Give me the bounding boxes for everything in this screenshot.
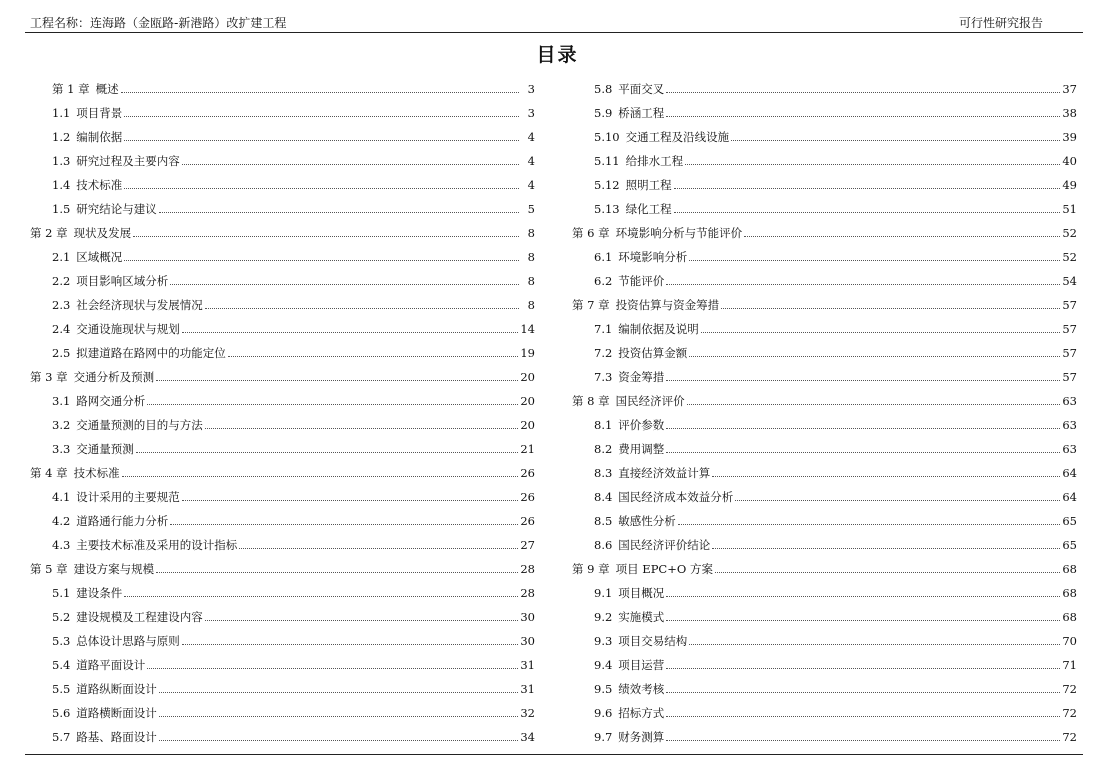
toc-entry-number: 9.7 [594,730,613,744]
toc-entry-title: 照明工程 [625,178,672,192]
toc-dot-leader [159,732,519,741]
toc-dot-leader [685,156,1060,165]
toc-entry-title: 编制依据 [76,130,123,144]
toc-dot-leader [156,564,518,573]
toc-section-entry[interactable] [30,701,535,725]
toc-page-number: 20 [520,370,535,384]
toc-entry-title: 交通工程及沿线设施 [625,130,730,144]
toc-dot-leader [182,156,519,165]
toc-section-entry[interactable] [30,389,535,413]
toc-section-entry[interactable] [572,461,1077,485]
toc-entry-title: 拟建道路在路网中的功能定位 [76,346,226,360]
toc-section-entry[interactable] [30,317,535,341]
toc-dot-leader [239,540,518,549]
toc-dot-leader [666,588,1060,597]
toc-dot-leader [124,132,519,141]
toc-page-number: 8 [527,298,535,312]
toc-entry-title: 研究结论与建议 [76,202,157,216]
toc-entry-title: 研究过程及主要内容 [76,154,180,168]
toc-section-entry[interactable] [30,605,535,629]
toc-dot-leader [666,612,1060,621]
toc-chapter-entry[interactable] [30,365,535,389]
toc-entry-number: 5.10 [594,130,620,144]
toc-entry-number: 4.1 [52,490,71,504]
toc-section-entry[interactable] [30,77,535,101]
toc-dot-leader [687,396,1061,405]
toc-section-entry[interactable] [30,149,535,173]
toc-entry-title: 道路通行能力分析 [76,514,169,528]
footer-divider [25,754,1083,755]
toc-entry-number: 8.6 [594,538,613,552]
toc-entry-title: 交通量预测 [76,442,134,456]
toc-page-number: 39 [1062,130,1077,144]
toc-entry-title: 技术标准 [73,466,120,480]
toc-section-entry[interactable] [572,365,1077,389]
toc-entry-title: 道路横断面设计 [76,706,157,720]
toc-entry-title: 投资估算与资金筹措 [615,298,720,312]
toc-dot-leader [674,204,1061,213]
toc-page-number: 21 [520,442,535,456]
toc-page-number: 52 [1062,226,1077,240]
toc-section-entry[interactable] [572,437,1077,461]
toc-dot-leader [205,420,519,429]
toc-entry-number: 7.2 [594,346,613,360]
toc-page-number: 5 [527,202,535,216]
toc-dot-leader [666,372,1060,381]
toc-dot-leader [147,660,518,669]
toc-entry-number: 5.3 [52,634,71,648]
toc-page-number: 28 [520,562,535,576]
toc-section-entry[interactable] [30,413,535,437]
toc-section-entry[interactable] [572,77,1077,101]
toc-page-number: 8 [527,274,535,288]
toc-page-number: 34 [520,730,535,744]
toc-section-entry[interactable] [572,197,1077,221]
toc-entry-title: 国民经济评价 [615,394,685,408]
toc-entry-title: 敏感性分析 [618,514,676,528]
toc-page-number: 20 [520,418,535,432]
toc-entry-number: 9.5 [594,682,613,696]
toc-entry-title: 交通分析及预测 [73,370,155,384]
toc-page-number: 63 [1062,442,1077,456]
toc-entry-title: 投资估算金额 [618,346,688,360]
toc-entry-number: 第 9 章 [572,562,610,576]
toc-entry-title: 设计采用的主要规范 [76,490,180,504]
toc-section-entry[interactable] [572,533,1077,557]
toc-entry-number: 6.2 [594,274,613,288]
toc-entry-title: 主要技术标准及采用的设计指标 [76,538,238,552]
toc-entry-number: 2.2 [52,274,71,288]
toc-page-number: 28 [520,586,535,600]
toc-dot-leader [205,300,519,309]
toc-page-number: 38 [1062,106,1077,120]
toc-dot-leader [136,444,519,453]
toc-dot-leader [124,588,518,597]
toc-section-entry[interactable] [30,293,535,317]
toc-section-entry[interactable] [30,197,535,221]
toc-section-entry[interactable] [572,581,1077,605]
toc-entry-title: 交通量预测的目的与方法 [76,418,203,432]
toc-page-number: 63 [1062,418,1077,432]
toc-entry-title: 社会经济现状与发展情况 [76,298,203,312]
toc-entry-number: 5.5 [52,682,71,696]
toc-entry-number: 9.2 [594,610,613,624]
toc-entry-title: 建设条件 [76,586,123,600]
toc-dot-leader [205,612,519,621]
toc-page-number: 8 [527,250,535,264]
toc-entry-number: 9.6 [594,706,613,720]
toc-page-number: 4 [527,154,535,168]
toc-section-entry[interactable] [30,437,535,461]
toc-entry-number: 5.12 [594,178,620,192]
toc-dot-leader [712,468,1060,477]
toc-entry-number: 5.6 [52,706,71,720]
toc-section-entry[interactable] [30,677,535,701]
toc-entry-title: 项目运营 [618,658,665,672]
toc-entry-number: 5.8 [594,82,613,96]
toc-entry-number: 第 6 章 [572,226,610,240]
toc-left-column [30,77,535,749]
toc-entry-number: 第 7 章 [572,298,610,312]
toc-page-number: 4 [527,178,535,192]
toc-entry-title: 路基、路面设计 [76,730,157,744]
toc-entry-number: 9.3 [594,634,613,648]
toc-entry-title: 评价参数 [618,418,665,432]
toc-entry-title: 实施模式 [618,610,665,624]
toc-entry-number: 8.3 [594,466,613,480]
toc-entry-title: 桥涵工程 [618,106,665,120]
toc-entry-number: 第 1 章 [52,82,90,96]
toc-dot-leader [715,564,1060,573]
toc-dot-leader [147,396,518,405]
toc-page-number: 54 [1062,274,1077,288]
toc-entry-title: 建设方案与规模 [73,562,155,576]
toc-page-number: 3 [527,82,535,96]
toc-entry-title: 财务测算 [618,730,665,744]
toc-chapter-entry[interactable] [30,221,535,245]
toc-dot-leader [689,252,1060,261]
toc-dot-leader [689,348,1060,357]
toc-entry-number: 8.5 [594,514,613,528]
toc-dot-leader [666,660,1060,669]
toc-chapter-entry[interactable] [572,389,1077,413]
toc-entry-number: 5.4 [52,658,71,672]
toc-entry-title: 费用调整 [618,442,665,456]
toc-page-number: 64 [1062,466,1077,480]
toc-entry-title: 编制依据及说明 [618,322,699,336]
toc-entry-number: 2.5 [52,346,71,360]
toc-page-number: 72 [1062,682,1077,696]
toc-page-number: 14 [520,322,535,336]
toc-page-number: 72 [1062,730,1077,744]
toc-entry-title: 招标方式 [618,706,665,720]
toc-entry-number: 1.5 [52,202,71,216]
toc-chapter-entry[interactable] [572,221,1077,245]
toc-dot-leader [122,468,519,477]
toc-entry-number: 5.9 [594,106,613,120]
toc-entry-title: 平面交叉 [618,82,665,96]
toc-section-entry[interactable] [30,653,535,677]
toc-entry-title: 国民经济成本效益分析 [618,490,734,504]
toc-entry-number: 5.1 [52,586,71,600]
toc-dot-leader [666,108,1060,117]
toc-entry-title: 节能评价 [618,274,665,288]
toc-page-number: 19 [520,346,535,360]
toc-dot-leader [666,684,1060,693]
toc-entry-title: 项目概况 [618,586,665,600]
toc-page-number: 72 [1062,706,1077,720]
toc-entry-number: 4.2 [52,514,71,528]
toc-chapter-entry[interactable] [572,293,1077,317]
toc-page-number: 20 [520,394,535,408]
toc-right-column [572,77,1077,749]
toc-section-entry[interactable] [572,653,1077,677]
toc-page-number: 26 [520,466,535,480]
toc-page-number: 49 [1062,178,1077,192]
toc-entry-title: 国民经济评价结论 [618,538,711,552]
toc-entry-title: 交通设施现状与规划 [76,322,180,336]
toc-page-number: 68 [1062,586,1077,600]
toc-dot-leader [666,420,1060,429]
toc-section-entry[interactable] [30,629,535,653]
toc-section-entry[interactable] [30,245,535,269]
toc-dot-leader [133,228,519,237]
toc-page-number: 31 [520,682,535,696]
toc-page-number: 26 [520,514,535,528]
toc-section-entry[interactable] [30,341,535,365]
toc-section-entry[interactable] [572,413,1077,437]
toc-dot-leader [124,252,519,261]
toc-entry-number: 8.2 [594,442,613,456]
toc-section-entry[interactable] [30,509,535,533]
toc-page-number: 31 [520,658,535,672]
toc-section-entry[interactable] [572,701,1077,725]
toc-section-entry[interactable] [30,725,535,749]
toc-entry-number: 第 8 章 [572,394,610,408]
toc-entry-title: 总体设计思路与原则 [76,634,180,648]
toc-entry-number: 1.2 [52,130,71,144]
toc-entry-number: 4.3 [52,538,71,552]
toc-dot-leader [735,492,1060,501]
toc-entry-number: 第 3 章 [30,370,68,384]
toc-dot-leader [182,492,519,501]
toc-section-entry[interactable] [30,269,535,293]
toc-entry-number: 3.3 [52,442,71,456]
toc-dot-leader [170,276,519,285]
toc-entry-number: 9.1 [594,586,613,600]
toc-dot-leader [182,636,519,645]
toc-page-number: 68 [1062,562,1077,576]
project-name: 工程名称：连海路（金瓯路-新港路）改扩建工程 [30,16,287,30]
toc-entry-title: 环境影响分析与节能评价 [615,226,743,240]
toc-dot-leader [744,228,1060,237]
toc-entry-title: 项目 EPC+O 方案 [615,562,713,576]
toc-entry-title: 路网交通分析 [76,394,146,408]
toc-section-entry[interactable] [572,269,1077,293]
toc-page-number: 57 [1062,322,1077,336]
toc-entry-title: 技术标准 [76,178,123,192]
toc-dot-leader [721,300,1060,309]
toc-page-number: 27 [520,538,535,552]
toc-section-entry[interactable] [572,605,1077,629]
toc-entry-number: 第 5 章 [30,562,68,576]
toc-page-number: 40 [1062,154,1077,168]
toc-dot-leader [666,276,1060,285]
toc-section-entry[interactable] [572,677,1077,701]
toc-dot-leader [674,180,1061,189]
toc-entry-title: 项目背景 [76,106,123,120]
toc-dot-leader [689,636,1060,645]
toc-chapter-entry[interactable] [30,461,535,485]
toc-section-entry[interactable] [572,317,1077,341]
toc-page-number: 57 [1062,298,1077,312]
toc-section-entry[interactable] [30,581,535,605]
toc-entry-title: 现状及发展 [73,226,132,240]
toc-dot-leader [701,324,1061,333]
toc-section-entry[interactable] [572,101,1077,125]
toc-entry-title: 给排水工程 [625,154,684,168]
toc-entry-title: 绩效考核 [618,682,665,696]
toc-section-entry[interactable] [572,173,1077,197]
toc-entry-number: 5.13 [594,202,620,216]
toc-page-number: 68 [1062,610,1077,624]
toc-entry-number: 8.4 [594,490,613,504]
toc-entry-number: 3.1 [52,394,71,408]
toc-dot-leader [678,516,1061,525]
toc-entry-title: 概述 [95,82,119,96]
toc-title: 目录 [536,44,579,66]
toc-dot-leader [121,84,519,93]
toc-dot-leader [156,372,518,381]
toc-entry-number: 2.3 [52,298,71,312]
toc-section-entry[interactable] [572,485,1077,509]
toc-dot-leader [159,708,519,717]
toc-page-number: 70 [1062,634,1077,648]
toc-page-number: 65 [1062,514,1077,528]
toc-section-entry[interactable] [572,125,1077,149]
toc-page-number: 71 [1062,658,1077,672]
toc-section-entry[interactable] [572,341,1077,365]
toc-page-number: 3 [527,106,535,120]
toc-page-number: 37 [1062,82,1077,96]
toc-entry-number: 1.4 [52,178,71,192]
toc-section-entry[interactable] [572,509,1077,533]
toc-entry-title: 绿化工程 [625,202,672,216]
toc-dot-leader [666,732,1060,741]
toc-dot-leader [712,540,1060,549]
toc-page-number: 57 [1062,370,1077,384]
toc-entry-number: 6.1 [594,250,613,264]
toc-entry-title: 区域概况 [76,250,123,264]
toc-entry-title: 直接经济效益计算 [618,466,711,480]
toc-section-entry[interactable] [30,173,535,197]
toc-section-entry[interactable] [572,149,1077,173]
toc-entry-number: 8.1 [594,418,613,432]
toc-page-number: 8 [527,226,535,240]
toc-entry-number: 1.3 [52,154,71,168]
toc-section-entry[interactable] [572,629,1077,653]
toc-page-number: 65 [1062,538,1077,552]
toc-dot-leader [124,180,519,189]
toc-section-entry[interactable] [30,101,535,125]
toc-dot-leader [228,348,519,357]
report-type: 可行性研究报告 [958,16,1043,30]
toc-page-number: 63 [1062,394,1077,408]
toc-entry-number: 5.2 [52,610,71,624]
toc-dot-leader [124,108,519,117]
toc-entry-title: 道路平面设计 [76,658,146,672]
toc-section-entry[interactable] [30,533,535,557]
toc-entry-title: 资金筹措 [618,370,665,384]
toc-chapter-entry[interactable] [572,557,1077,581]
toc-dot-leader [182,324,519,333]
toc-entry-number: 7.1 [594,322,613,336]
toc-entry-number: 2.4 [52,322,71,336]
toc-entry-number: 7.3 [594,370,613,384]
page-header [25,10,1083,33]
toc-chapter-entry[interactable] [30,557,535,581]
toc-section-entry[interactable] [30,125,535,149]
toc-dot-leader [666,708,1060,717]
toc-entry-number: 第 2 章 [30,226,68,240]
toc-page-number: 30 [520,610,535,624]
toc-page-number: 26 [520,490,535,504]
toc-page-number: 4 [527,130,535,144]
toc-dot-leader [666,444,1060,453]
toc-entry-title: 项目影响区域分析 [76,274,169,288]
toc-entry-title: 项目交易结构 [618,634,688,648]
toc-entry-number: 5.11 [594,154,620,168]
toc-dot-leader [666,84,1060,93]
toc-page-number: 51 [1062,202,1077,216]
toc-entry-title: 环境影响分析 [618,250,688,264]
toc-entry-number: 1.1 [52,106,71,120]
toc-page-number: 52 [1062,250,1077,264]
toc-section-entry[interactable] [572,725,1077,749]
toc-section-entry[interactable] [30,485,535,509]
toc-dot-leader [731,132,1060,141]
toc-entry-title: 道路纵断面设计 [76,682,157,696]
toc-page-number: 32 [520,706,535,720]
toc-dot-leader [159,204,519,213]
toc-entry-number: 3.2 [52,418,71,432]
toc-entry-number: 第 4 章 [30,466,68,480]
toc-page-number: 57 [1062,346,1077,360]
toc-entry-title: 建设规模及工程建设内容 [76,610,203,624]
toc-page-number: 30 [520,634,535,648]
toc-dot-leader [170,516,518,525]
toc-entry-number: 9.4 [594,658,613,672]
toc-entry-number: 5.7 [52,730,71,744]
toc-dot-leader [159,684,519,693]
toc-page-number: 64 [1062,490,1077,504]
toc-section-entry[interactable] [572,245,1077,269]
toc-entry-number: 2.1 [52,250,71,264]
